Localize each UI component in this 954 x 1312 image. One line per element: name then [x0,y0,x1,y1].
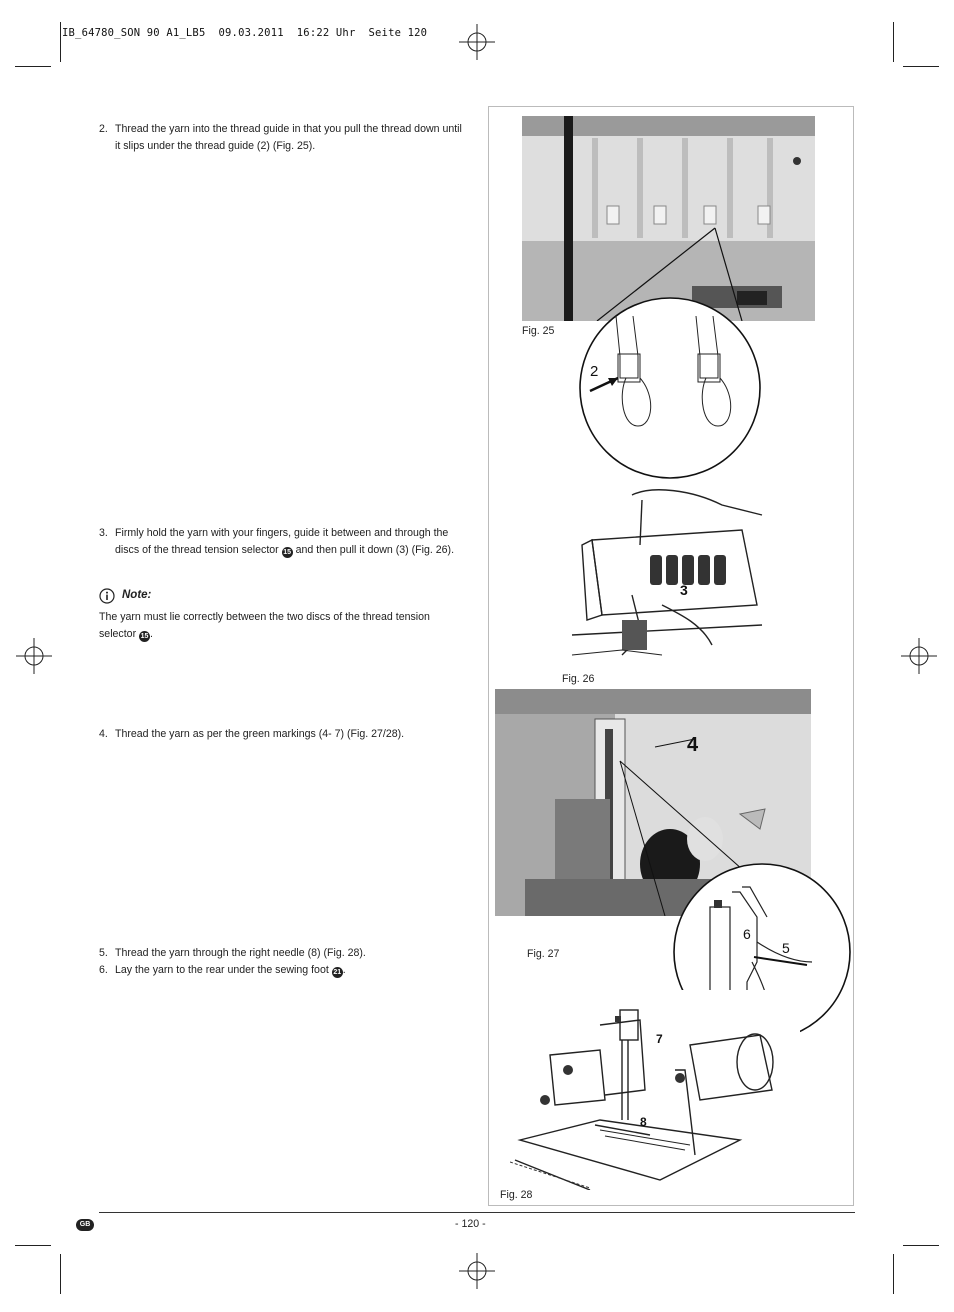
step-number: 4. [99,728,108,740]
step-text-part: Firmly hold the yarn with your fingers, guide it between and through the discs of the thread tension selector [115,527,449,556]
language-badge: GB [76,1219,94,1231]
footer-divider [99,1212,855,1213]
registration-mark-left [16,638,52,674]
crop-mark [903,66,939,67]
step-text: Thread the yarn through the right needle (8) (Fig. 28). [115,947,366,959]
fig27-callout-5: 5 [782,940,790,956]
part-number-symbol: 21 [333,969,342,976]
part-number-symbol: 15 [283,548,292,556]
fig28-caption: Fig. 28 [500,1189,533,1201]
step-number: 6. [99,964,108,976]
fig26-drawing [562,485,772,663]
part-number-symbol: 15 [140,632,149,640]
step-text: Thread the yarn as per the green markings (4- 7) (Fig. 27/28). [115,728,405,740]
step-text-part: Lay the yarn to the rear under the sewing foot [115,964,329,976]
crop-mark [893,1254,894,1294]
fig28-drawing [510,990,800,1190]
fig28-callout-7: 7 [656,1032,663,1046]
crop-mark [903,1245,939,1246]
step-text: Thread the yarn into the thread guide in that you pull the thread down until it slips under the thread guide (2) (Fig. 25). [115,123,462,152]
page-number: - 120 - [455,1218,486,1230]
step-text [115,962,465,979]
crop-mark [60,1254,61,1294]
crop-mark [15,66,51,67]
registration-mark-top [459,24,495,60]
note-text [99,609,459,642]
crop-mark [60,22,61,62]
note-text-part: The yarn must lie correctly between the two discs of the thread tension selector [99,611,430,640]
fig25-photo [522,116,815,321]
fig27-caption: Fig. 27 [527,948,560,960]
fig25-caption: Fig. 25 [522,325,555,337]
print-header: IB_64780_SON 90 A1_LB5 09.03.2011 16:22 Uhr Seite 120 [62,27,428,39]
step-number: 2. [99,123,108,135]
fig27-callout-6: 6 [743,926,751,942]
crop-mark [893,22,894,62]
fig25-detail-circle [578,296,762,480]
step-number: 5. [99,947,108,959]
fig27-callout-4: 4 [687,734,699,756]
step-text-part: . [342,964,346,976]
registration-mark-right [901,638,937,674]
registration-mark-bottom [459,1253,495,1289]
fig26-callout-3: 3 [680,582,688,598]
fig28-callout-8: 8 [640,1115,647,1129]
note-text-part: . [150,627,153,640]
info-icon [99,588,115,604]
step-text-part: and then pull it down (3) (Fig. 26). [295,543,455,556]
crop-mark [15,1245,51,1246]
fig26-caption: Fig. 26 [562,673,595,685]
fig25-callout-2: 2 [590,363,599,380]
note-title: Note: [122,589,152,601]
step-number: 3. [99,527,108,539]
step-text [115,525,465,558]
